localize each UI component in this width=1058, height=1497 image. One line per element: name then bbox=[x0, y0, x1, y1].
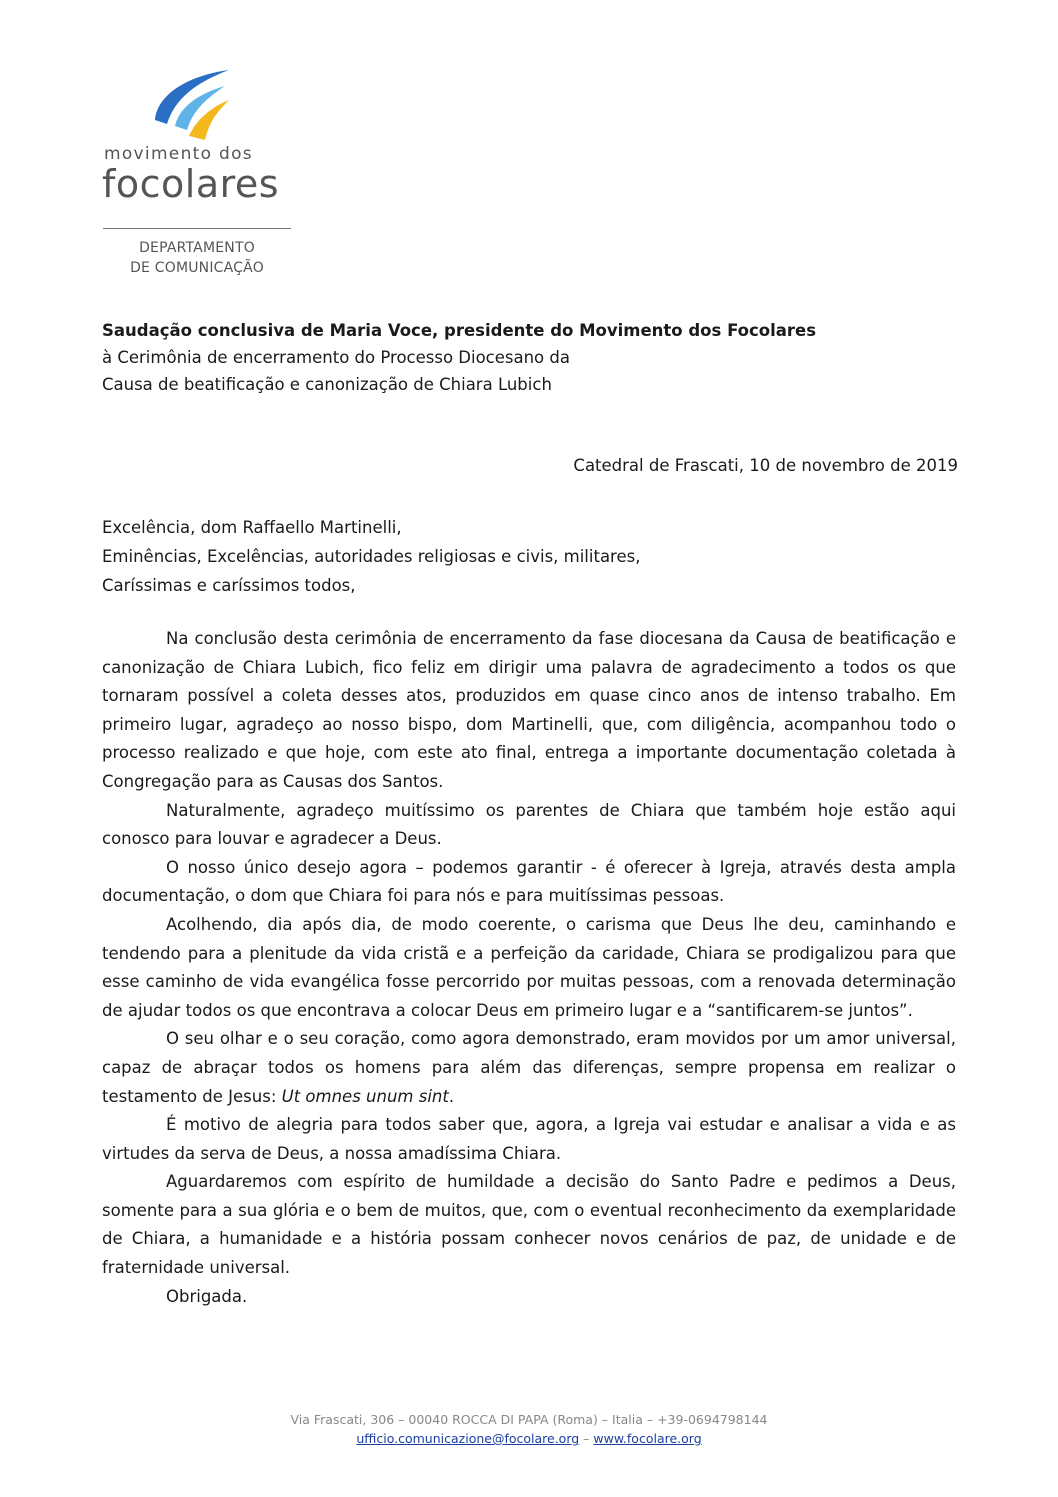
body-paragraph: Acolhendo, dia após dia, de modo coerente, o carisma que Deus lhe deu, caminhando e tendendo para a plenitude da vida cristã e a perfeição da caridade, Chiara se prodigalizou para que esse caminho de vida evangélica fosse percorrido por muitas pessoas, com a renovada determinação de ajudar todos os que encontrava a colocar Deus em primeiro lugar e a “santificarem-se juntos”. bbox=[102, 914, 956, 1020]
department-line-1: DEPARTAMENTO bbox=[139, 240, 255, 256]
department-line-2: DE COMUNICAÇÃO bbox=[130, 260, 264, 276]
department-label bbox=[103, 238, 291, 278]
letter-body bbox=[102, 625, 956, 1311]
logo-big-text: focolares bbox=[102, 162, 280, 206]
body-paragraph-text: O seu olhar e o seu coração, como agora demonstrado, eram movidos por um amor universal, capaz de abraçar todos os homens para além das diferenças, sempre propensa em realizar o testamento de Jesus: bbox=[102, 1029, 956, 1106]
closing-word: Obrigada. bbox=[166, 1286, 248, 1306]
salutation-line: Eminências, Excelências, autoridades religiosas e civis, militares, bbox=[102, 547, 641, 566]
body-paragraph: É motivo de alegria para todos saber que, agora, a Igreja vai estudar e analisar a vida e as virtudes da serva de Deus, a nossa amadíssima Chiara. bbox=[102, 1115, 956, 1163]
body-paragraph: O seu olhar e o seu coração, como agora demonstrado, eram movidos por um amor universal, capaz de abraçar todos os homens para além das diferenças, sempre propensa em realizar o testamento de Jesus: Ut omnes unum sint. bbox=[102, 1029, 956, 1106]
page-footer bbox=[0, 1410, 1058, 1448]
focolare-logo-mark-icon bbox=[145, 68, 235, 143]
footer-email-link[interactable]: ufficio.comunicazione@focolare.org bbox=[356, 1431, 580, 1446]
salutation bbox=[102, 513, 640, 600]
logo-small-text: movimento dos bbox=[104, 144, 253, 164]
body-paragraph: Aguardaremos com espírito de humildade a decisão do Santo Padre e pedimos a Deus, somente para a sua glória e o bem de muitos, que, com o eventual reconhecimento da exemplaridade de Chiara, a humanidade e a história possam conhecer novos cenários de paz, de unidade e de fraternidade universal. bbox=[102, 1172, 956, 1278]
footer-address: Via Frascati, 306 – 00040 ROCCA DI PAPA (Roma) – Italia – +39-0694798144 bbox=[290, 1412, 768, 1427]
body-paragraph: Naturalmente, agradeço muitíssimo os parentes de Chiara que também hoje estão aqui conosco para louvar e agradecer a Deus. bbox=[102, 800, 956, 849]
footer-separator: – bbox=[583, 1431, 590, 1446]
latin-quote: Ut omnes unum sint bbox=[281, 1086, 449, 1106]
document-heading bbox=[102, 317, 962, 398]
body-paragraph: O nosso único desejo agora – podemos garantir - é oferecer à Igreja, através desta ampla documentação, o dom que Chiara foi para nós e para muitíssimas pessoas. bbox=[102, 857, 956, 906]
footer-links bbox=[0, 1429, 1058, 1448]
logo-divider bbox=[103, 228, 291, 229]
salutation-line: Excelência, dom Raffaello Martinelli, bbox=[102, 518, 402, 537]
heading-line-2: à Cerimônia de encerramento do Processo Diocesano da bbox=[102, 348, 570, 367]
footer-website-link[interactable]: www.focolare.org bbox=[593, 1431, 702, 1446]
place-date: Catedral de Frascati, 10 de novembro de 2019 bbox=[573, 456, 958, 475]
heading-title: Saudação conclusiva de Maria Voce, presidente do Movimento dos Focolares bbox=[102, 321, 817, 340]
heading-line-3: Causa de beatificação e canonização de Chiara Lubich bbox=[102, 375, 552, 394]
salutation-line: Caríssimas e caríssimos todos, bbox=[102, 576, 356, 595]
body-paragraph: Na conclusão desta cerimônia de encerramento da fase diocesana da Causa de beatificação e canonização de Chiara Lubich, fico feliz em dirigir uma palavra de agradecimento a todos os que tornaram possível a coleta desses atos, produzidos em quase cinco anos de intenso trabalho. Em primeiro lugar, agradeço ao nosso bispo, dom Martinelli, que, com diligência, acompanhou todo o processo realizado e que hoje, com este ato final, entrega a importante documentação coletada à Congregação para as Causas dos Santos. bbox=[102, 629, 956, 791]
